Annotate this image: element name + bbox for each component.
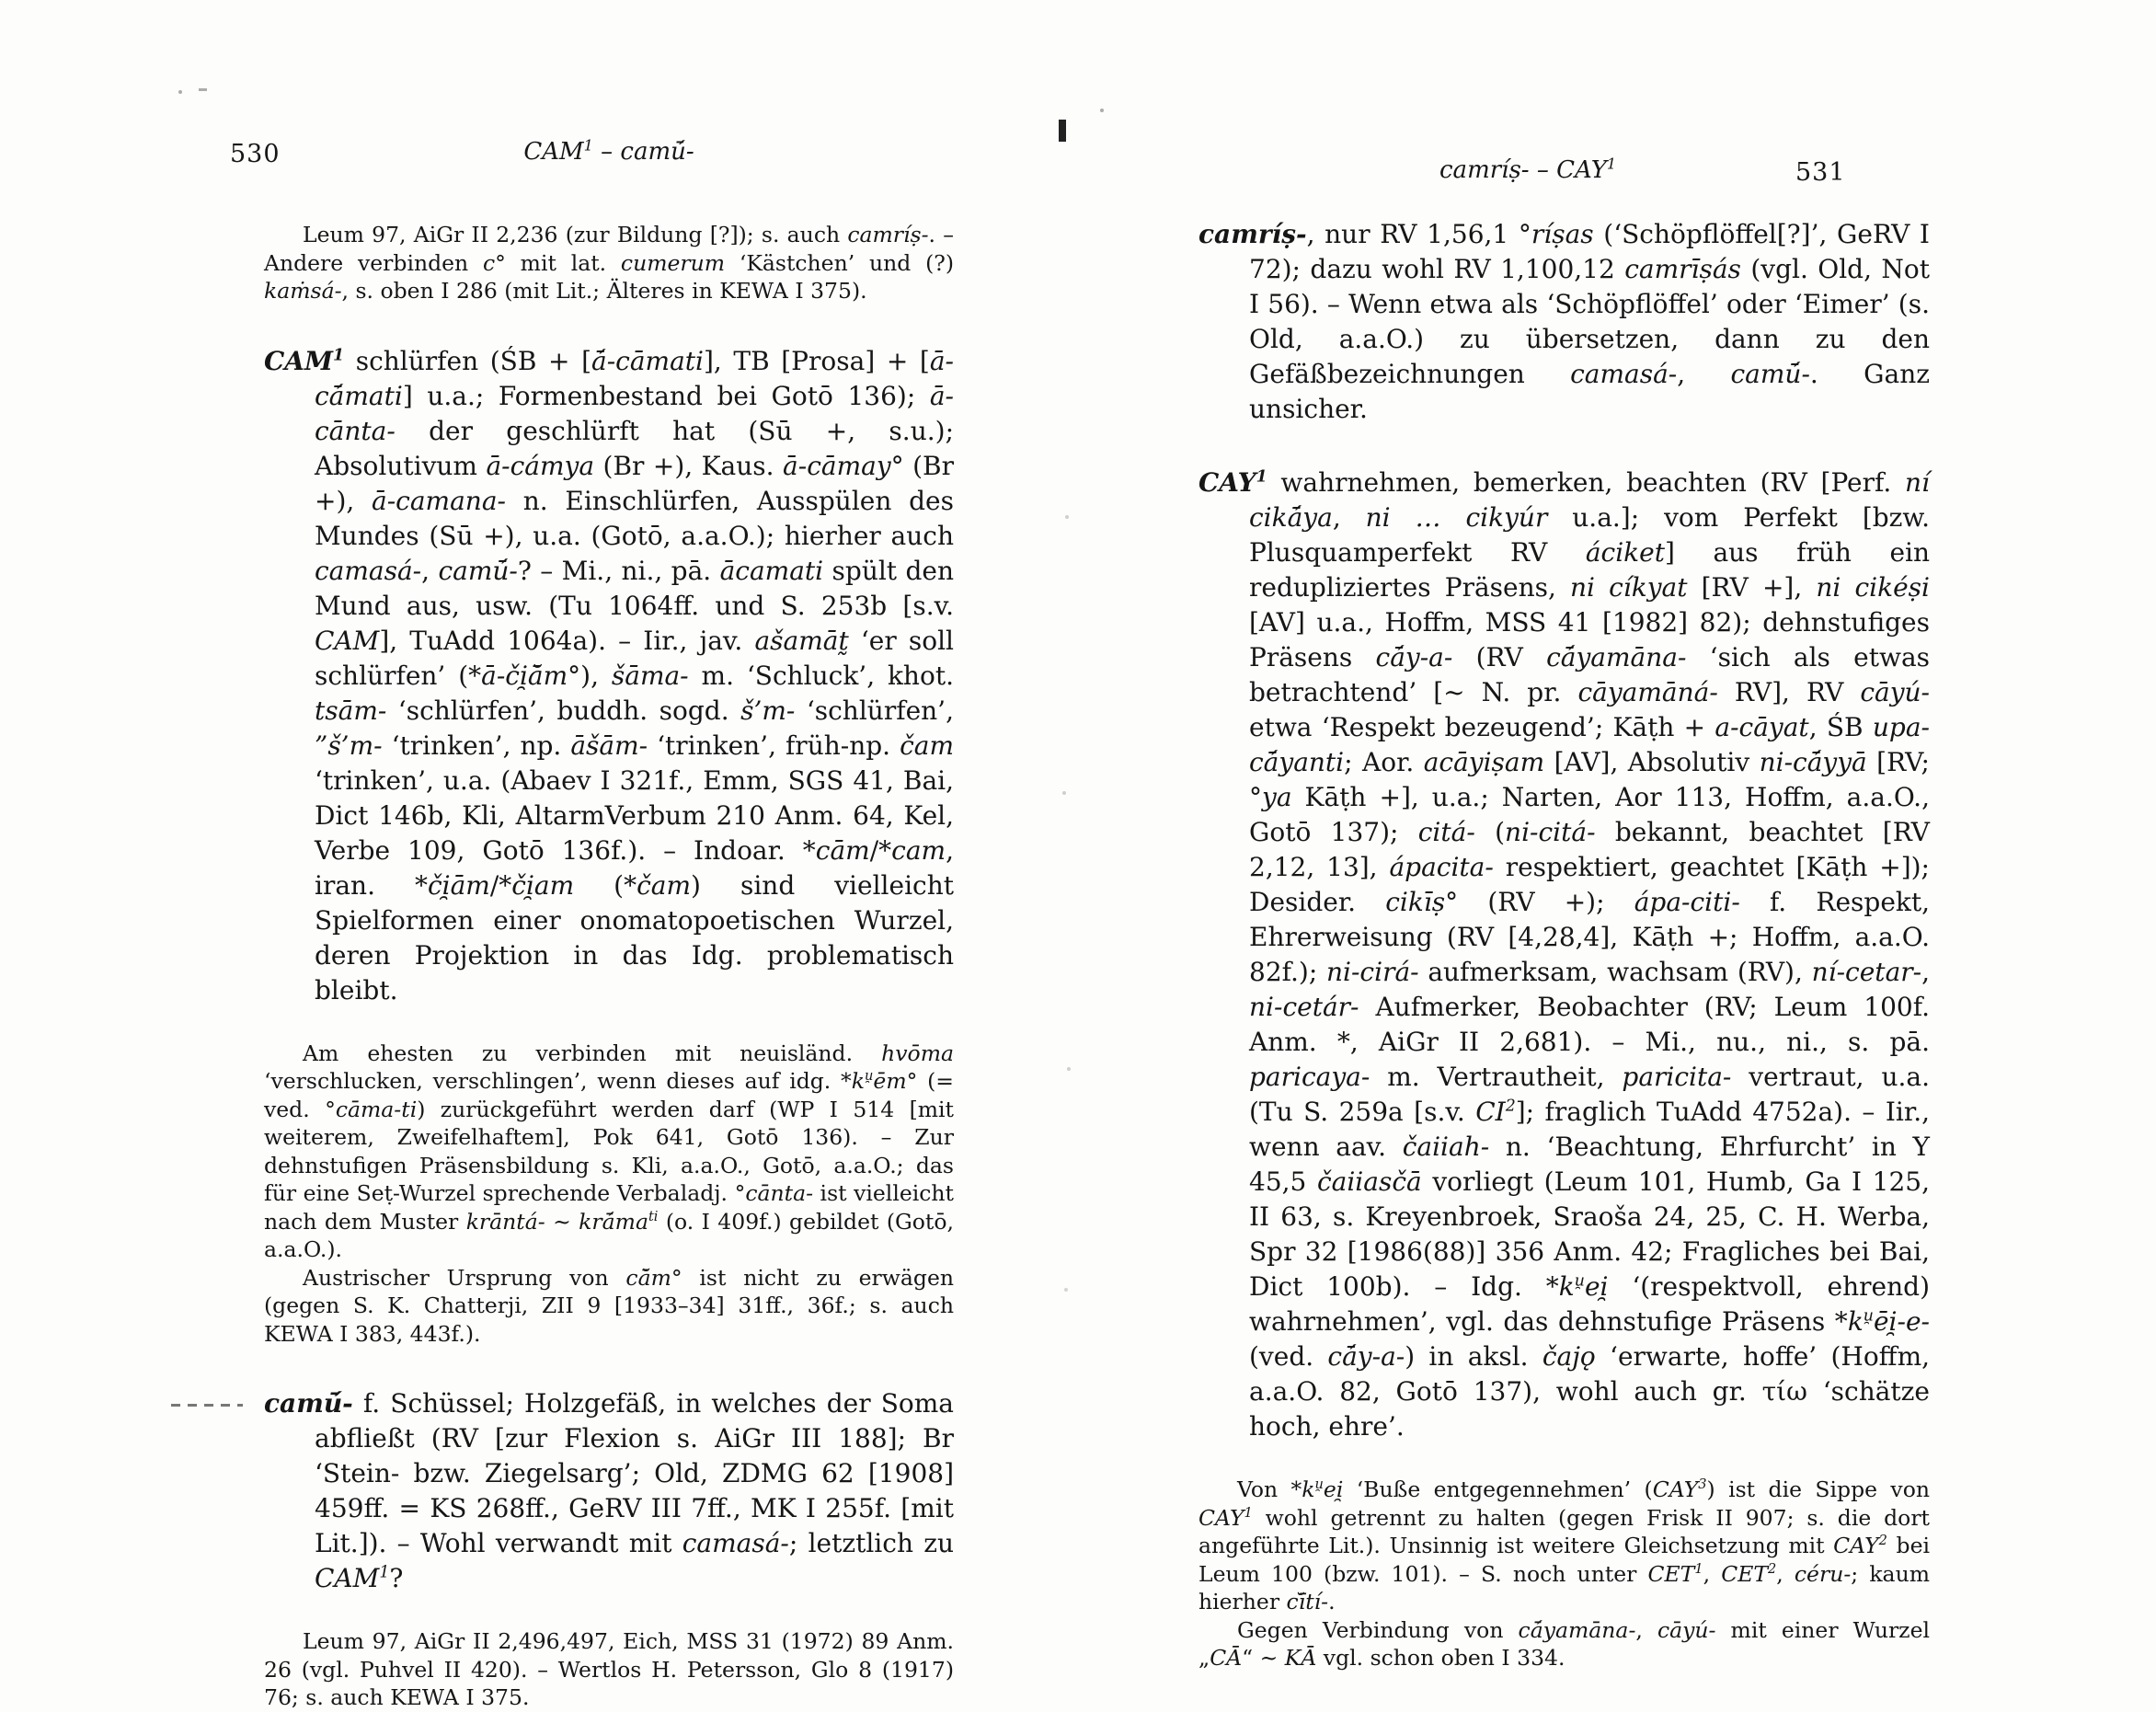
left-running-head: CAM$^1$ – camū́-: [523, 136, 694, 166]
scan-artifact-gutter-dot: [1065, 515, 1069, 519]
note-paragraph: Leum 97, AiGr II 2,236 (zur Bildung [?]); s. auch camríṣ-. – Andere verbinden c° mit lat. cumerum ‘Kästchen’ und (?) kaṁsá-, s. oben I 286 (mit Lit.; Älteres in KEWA I 375).: [264, 222, 955, 304]
note-paragraph: Von $*k^{u̯}ei̯$ ‘Buße entgegennehmen’ (CAY$^3$) ist die Sippe von CAY$^1$ wohl getrennt zu halten (gegen Frisk II 907; s. die dort angeführte Lit.). Unsinnig ist weitere Gleichsetzung mit CAY$^2$ bei Leum 100 (bzw. 101). – S. noch unter CET$^1$, CET$^2$, céru-; kaum hierher cī̆tí-.: [1198, 1476, 1930, 1614]
entry-paragraph: CAY$^1$ wahrnehmen, bemerken, beachten (RV [Perf. ní cikā́ya, ni … cikyúr u.a.]; vom Perfekt [bzw. Plusquamperfekt RV áciket] aus früh ein redupliziertes Präsens, ni cíkyat [RV +], ni cikéṣi [AV] u.a., Hoffm, MSS 41 [1982] 82); dehnstufiges Präsens cā́y-a- (RV cā́yamāna- ‘sich als etwas betrachtend’ [~ N. pr. cāyamāná- RV], RV cāyú- etwa ‘Respekt bezeugend’; Kāṭh + a-cāyat, ŚB upa-cā́yanti; Aor. acāyiṣam [AV], Absolutiv ni-cā́yyā [RV; °ya Kāṭh +], u.a.; Narten, Aor 113, Hoffm, a.a.O., Gotō 137); citá- (ni-citá- bekannt, beachtet [RV 2,12, 13], ápacita- respektiert, geachtet [Kāṭh +]); Desider. cikīṣ° (RV +); ápa-citi- f. Respekt, Ehrerweisung (RV [4,28,4], Kāṭh +; Hoffm, a.a.O. 82f.); ni-cirá- aufmerksam, wachsam (RV), ní-cetar-, ni-cetár- Aufmerker, Beobachter (RV; Leum 100f. Anm. *, AiGr II 2,681). – Mi., nu., ni., s. pā. paricaya- m. Vertrautheit, paricita- vertraut, u.a. (Tu S. 259a [s.v. $CI^2$]; fraglich TuAdd 4752a). – Iir., wenn aav. čaiiah- n. ‘Beachtung, Ehrfurcht’ in Y 45,5 čaiiasčā vorliegt (Leum 101, Humb, Ga I 125, II 63, s. Kreyenbroek, Sraoša 24, 25, C. H. Werba, Spr 32 [1986(88)] 356 Anm. 42; Fragliches bei Bai, Dict 100b). – Idg. $*k^{u̯}ei̯$ ‘(respektvoll, ehrend) wahrnehmen’, vgl. das dehnstufige Präsens $*k^{u̯}ēi̯-e-$ (ved. cā́y-a-) in aksl. čajǫ ‘erwarte, hoffe’ (Hoffm, a.a.O. 82, Gotō 137), wohl auch gr. τίω ‘schätze hoch, ehre’.: [1198, 467, 1931, 1442]
scan-artifact-gutter-dot: [1064, 1288, 1068, 1292]
right-page-number: 531: [1795, 158, 1846, 187]
scan-artifact-gutter-dot: [1067, 1067, 1071, 1071]
scan-artifact-dot: [1100, 109, 1104, 112]
right-text-column: [1198, 217, 1930, 1672]
scan-artifact-ink-speck: [1059, 120, 1066, 142]
left-text-column: [264, 221, 954, 1712]
scan-artifact-dot: [199, 88, 207, 91]
note-paragraph: Am ehesten zu verbinden mit neuisländ. hvōma ‘verschlucken, verschlingen’, wenn dieses auf idg. $*k^{u̯}ēm^\circ$ (= ved. °cāma-ti) zurückgeführt werden darf (WP I 514 [mit weiterem, Zweifelhaftem], Pok 641, Gotō 136). – Zur dehnstufigen Präsensbildung s. Kli, a.a.O., Gotō, a.a.O.; das für eine Seṭ-Wurzel sprechende Verbaladj. °cānta- ist vielleicht nach dem Muster krāntá- ~ $krā́ma^{ti}$ (o. I 409f.) gebildet (Gotō, a.a.O.).: [264, 1040, 954, 1262]
entry-paragraph: camríṣ-, nur RV 1,56,1 °ríṣas (‘Schöpflöffel[?]’, GeRV I 72); dazu wohl RV 1,100,12 camrīṣás (vgl. Old, Not I 56). – Wenn etwa als ‘Schöpflöffel’ oder ‘Eimer’ (s. Old, a.a.O.) zu übersetzen, dann zu den Gefäßbezeichnungen camasá-, camū́-. Ganz unsicher.: [1198, 219, 1930, 424]
note-paragraph: Leum 97, AiGr II 2,496,497, Eich, MSS 31 (1972) 89 Anm. 26 (vgl. Puhvel II 420). – Wertlos H. Petersson, Glo 8 (1917) 76; s. auch KEWA I 375.: [264, 1628, 954, 1710]
note-paragraph: Gegen Verbindung von cā́yamāna-, cāyú- mit einer Wurzel „CĀ“ ~ KĀ vgl. schon oben I 334.: [1198, 1616, 1930, 1671]
note-paragraph: Austrischer Ursprung von cā̆m° ist nicht zu erwägen (gegen S. K. Chatterji, ZII 9 [1933–34] 31ff., 36f.; s. auch KEWA I 383, 443f.).: [264, 1264, 954, 1347]
entry-paragraph: CAM$^1$ schlürfen (ŚB + [ā́-cāmati], TB [Prosa] + [ā-cā́mati] u.a.; Formenbestand bei Gotō 136); ā-cānta- der geschlürft hat (Sū +, s.u.); Absolutivum ā-cámya (Br +), Kaus. ā-cāmay° (Br +), ā-camana- n. Einschlürfen, Ausspülen des Mundes (Sū +), u.a. (Gotō, a.a.O.); hierher auch camasá-, camū́-? – Mi., ni., pā. ācamati spült den Mund aus, usw. (Tu 1064ff. und S. 253b [s.v. CAM], TuAdd 1064a). – Iir., jav. ašamāt̰ ‘er soll schlürfen’ (*ā-či̯ā̆m°), šāma- m. ‘Schluck’, khot. tsām- ‘schlürfen’, buddh. sogd. š’m- ‘schlürfen’, ”š’m- ‘trinken’, np. āšām- ‘trinken’, früh-np. čam ‘trinken’, u.a. (Abaev I 321f., Emm, SGS 41, Bai, Dict 146b, Kli, AltarmVerbum 210 Anm. 64, Kel, Verbe 109, Gotō 136f.). – Indoar. *cām/*cam, iran. *či̯ām/*či̯am (*čam) sind vielleicht Spielformen einer onomatopoetischen Wurzel, deren Projektion in das Idg. problematisch bleibt.: [264, 345, 955, 1005]
right-running-head: camríṣ- – CAY$^1$: [1439, 155, 1617, 184]
scan-artifact-gutter-dot: [1062, 791, 1066, 795]
entry-paragraph: camū́- f. Schüssel; Holzgefäß, in welches der Soma abfließt (RV [zur Flexion s. AiGr III 188]; Br ‘Stein- bzw. Ziegelsarg’; Old, ZDMG 62 [1908] 459ff. = KS 268ff., GeRV III 7ff., MK I 255f. [mit Lit.]). – Wohl verwandt mit camasá-; letztlich zu CAM$^1$?: [264, 1388, 954, 1593]
left-page-number: 530: [230, 140, 281, 168]
scan-artifact-dot: [178, 90, 182, 94]
scan-artifact-dashed-mark: [171, 1404, 243, 1407]
